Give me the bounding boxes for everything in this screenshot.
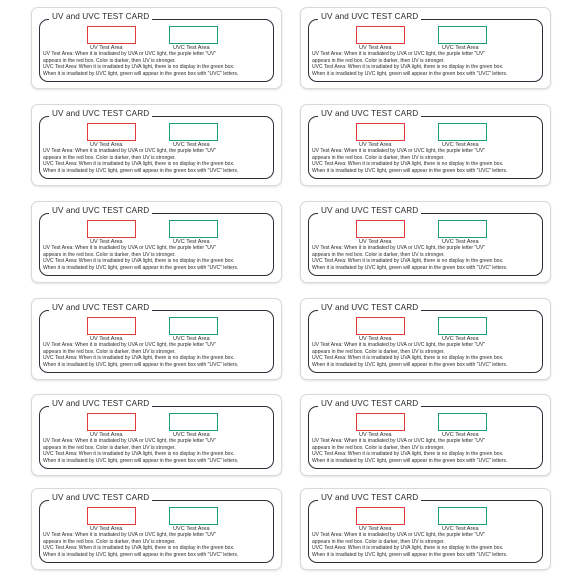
- card-title: UV and UVC TEST CARD: [318, 399, 421, 409]
- uv-test-area-box: [356, 220, 405, 238]
- description-line: UV Test Area: When it is irradiated by UVA or UVC light, the purple letter "UV": [43, 532, 217, 538]
- uvc-test-area-label: UVC Test Area: [173, 44, 210, 51]
- uvc-test-area-label: UVC Test Area: [442, 525, 479, 532]
- uv-test-area-label: UV Test Area: [359, 238, 392, 245]
- uv-test-area-box: [356, 507, 405, 525]
- description-line: UVC Test Area: When it is irradiated by UVA light, there is no display in the green box.: [43, 355, 235, 361]
- description-line: appears in the red box. Color is darker, then UV is stronger.: [312, 251, 445, 258]
- uv-test-area-label: UV Test Area: [90, 238, 123, 245]
- description-line: UVC Test Area: When it is irradiated by UVA light, there is no display in the green box.: [43, 451, 235, 457]
- description-line: UV Test Area: When it is irradiated by UVA or UVC light, the purple letter "UV": [43, 438, 217, 444]
- card-title: UV and UVC TEST CARD: [49, 109, 152, 119]
- uv-test-card: [300, 7, 551, 89]
- card-description: [43, 148, 275, 174]
- uv-test-card: [31, 298, 282, 380]
- uv-test-area-label: UV Test Area: [90, 431, 123, 438]
- description-line: appears in the red box. Color is darker, then UV is stronger.: [43, 251, 176, 258]
- uvc-test-area-label: UVC Test Area: [442, 335, 479, 342]
- uv-test-area-label: UV Test Area: [359, 525, 392, 532]
- card-title: UV and UVC TEST CARD: [318, 303, 421, 313]
- description-line: When it is irradiated by UVC light, green will appear in the green box with "UVC" letters.: [312, 264, 508, 271]
- card-title: UV and UVC TEST CARD: [49, 12, 152, 22]
- uv-test-area-label: UV Test Area: [359, 335, 392, 342]
- card-description: [312, 51, 544, 77]
- description-line: UVC Test Area: When it is irradiated by UVA light, there is no display in the green box.: [43, 161, 235, 167]
- description-line: appears in the red box. Color is darker, then UV is stronger.: [312, 57, 445, 64]
- uv-test-area-label: UV Test Area: [359, 431, 392, 438]
- uvc-test-area-box: [438, 413, 487, 431]
- uv-test-card: [300, 488, 551, 570]
- uvc-test-area-box: [438, 220, 487, 238]
- uv-test-card: [300, 394, 551, 476]
- uv-test-card: [300, 201, 551, 283]
- uv-test-card: [31, 394, 282, 476]
- description-line: UVC Test Area: When it is irradiated by UVA light, there is no display in the green box.: [43, 545, 235, 551]
- uv-test-area-label: UV Test Area: [90, 335, 123, 342]
- description-line: UV Test Area: When it is irradiated by UVA or UVC light, the purple letter "UV": [312, 245, 486, 251]
- card-description: [312, 342, 544, 368]
- description-line: UVC Test Area: When it is irradiated by UVA light, there is no display in the green box.: [312, 355, 504, 361]
- description-line: UVC Test Area: When it is irradiated by UVA light, there is no display in the green box.: [43, 64, 235, 70]
- uv-test-area-label: UV Test Area: [90, 44, 123, 51]
- description-line: UV Test Area: When it is irradiated by UVA or UVC light, the purple letter "UV": [312, 342, 486, 348]
- description-line: appears in the red box. Color is darker, then UV is stronger.: [43, 348, 176, 355]
- description-line: UVC Test Area: When it is irradiated by UVA light, there is no display in the green box.: [312, 64, 504, 70]
- uvc-test-area-box: [438, 507, 487, 525]
- description-line: appears in the red box. Color is darker, then UV is stronger.: [312, 444, 445, 451]
- uv-test-area-box: [87, 220, 136, 238]
- uvc-test-area-label: UVC Test Area: [442, 141, 479, 148]
- description-line: UVC Test Area: When it is irradiated by UVA light, there is no display in the green box.: [43, 258, 235, 264]
- uvc-test-area-box: [438, 123, 487, 141]
- description-line: appears in the red box. Color is darker, then UV is stronger.: [312, 348, 445, 355]
- description-line: appears in the red box. Color is darker, then UV is stronger.: [43, 538, 176, 545]
- card-title: UV and UVC TEST CARD: [318, 12, 421, 22]
- uvc-test-area-box: [438, 317, 487, 335]
- uvc-test-area-label: UVC Test Area: [173, 525, 210, 532]
- uv-test-area-label: UV Test Area: [359, 44, 392, 51]
- description-line: UV Test Area: When it is irradiated by UVA or UVC light, the purple letter "UV": [43, 245, 217, 251]
- description-line: UVC Test Area: When it is irradiated by UVA light, there is no display in the green box.: [312, 545, 504, 551]
- description-line: UV Test Area: When it is irradiated by UVA or UVC light, the purple letter "UV": [43, 148, 217, 154]
- uvc-test-area-label: UVC Test Area: [173, 238, 210, 245]
- uvc-test-area-box: [169, 123, 218, 141]
- description-line: appears in the red box. Color is darker, then UV is stronger.: [43, 154, 176, 161]
- card-description: [43, 438, 275, 464]
- uv-test-area-box: [356, 317, 405, 335]
- description-line: When it is irradiated by UVC light, green will appear in the green box with "UVC" letters.: [312, 167, 508, 174]
- description-line: UV Test Area: When it is irradiated by UVA or UVC light, the purple letter "UV": [43, 51, 217, 57]
- uv-test-area-box: [87, 123, 136, 141]
- card-title: UV and UVC TEST CARD: [318, 109, 421, 119]
- uv-test-area-box: [87, 413, 136, 431]
- description-line: When it is irradiated by UVC light, green will appear in the green box with "UVC" letters.: [312, 70, 508, 77]
- uvc-test-area-label: UVC Test Area: [442, 238, 479, 245]
- uv-test-card: [31, 488, 282, 570]
- description-line: When it is irradiated by UVC light, green will appear in the green box with "UVC" letters.: [43, 457, 239, 464]
- description-line: UVC Test Area: When it is irradiated by UVA light, there is no display in the green box.: [312, 258, 504, 264]
- uvc-test-area-label: UVC Test Area: [442, 431, 479, 438]
- uv-test-card: [31, 201, 282, 283]
- uvc-test-area-label: UVC Test Area: [173, 335, 210, 342]
- description-line: UV Test Area: When it is irradiated by UVA or UVC light, the purple letter "UV": [312, 148, 486, 154]
- uv-test-area-box: [87, 26, 136, 44]
- description-line: When it is irradiated by UVC light, green will appear in the green box with "UVC" letters.: [43, 551, 239, 558]
- description-line: UVC Test Area: When it is irradiated by UVA light, there is no display in the green box.: [312, 161, 504, 167]
- description-line: When it is irradiated by UVC light, green will appear in the green box with "UVC" letters.: [43, 167, 239, 174]
- card-title: UV and UVC TEST CARD: [318, 493, 421, 503]
- description-line: UV Test Area: When it is irradiated by UVA or UVC light, the purple letter "UV": [312, 532, 486, 538]
- uvc-test-area-label: UVC Test Area: [173, 141, 210, 148]
- uvc-test-area-box: [169, 220, 218, 238]
- uvc-test-area-box: [169, 413, 218, 431]
- uv-test-area-box: [87, 507, 136, 525]
- uvc-test-area-box: [438, 26, 487, 44]
- uvc-test-area-label: UVC Test Area: [173, 431, 210, 438]
- uvc-test-area-box: [169, 317, 218, 335]
- card-title: UV and UVC TEST CARD: [49, 206, 152, 216]
- description-line: When it is irradiated by UVC light, green will appear in the green box with "UVC" letters.: [43, 361, 239, 368]
- uv-test-area-box: [356, 26, 405, 44]
- card-title: UV and UVC TEST CARD: [318, 206, 421, 216]
- uv-test-card: [31, 7, 282, 89]
- description-line: When it is irradiated by UVC light, green will appear in the green box with "UVC" letters.: [312, 551, 508, 558]
- card-description: [312, 438, 544, 464]
- description-line: UVC Test Area: When it is irradiated by UVA light, there is no display in the green box.: [312, 451, 504, 457]
- uv-test-card: [300, 104, 551, 186]
- description-line: UV Test Area: When it is irradiated by UVA or UVC light, the purple letter "UV": [312, 51, 486, 57]
- description-line: When it is irradiated by UVC light, green will appear in the green box with "UVC" letters.: [43, 264, 239, 271]
- card-description: [312, 245, 544, 271]
- uvc-test-area-box: [169, 26, 218, 44]
- description-line: When it is irradiated by UVC light, green will appear in the green box with "UVC" letters.: [43, 70, 239, 77]
- description-line: appears in the red box. Color is darker, then UV is stronger.: [43, 57, 176, 64]
- description-line: appears in the red box. Color is darker, then UV is stronger.: [43, 444, 176, 451]
- description-line: appears in the red box. Color is darker, then UV is stronger.: [312, 154, 445, 161]
- uv-test-card: [31, 104, 282, 186]
- uv-test-area-label: UV Test Area: [90, 141, 123, 148]
- uv-test-card: [300, 298, 551, 380]
- card-description: [43, 245, 275, 271]
- description-line: UV Test Area: When it is irradiated by UVA or UVC light, the purple letter "UV": [312, 438, 486, 444]
- description-line: appears in the red box. Color is darker, then UV is stronger.: [312, 538, 445, 545]
- card-description: [43, 51, 275, 77]
- uv-test-area-label: UV Test Area: [90, 525, 123, 532]
- card-description: [312, 148, 544, 174]
- uv-test-area-box: [356, 413, 405, 431]
- description-line: UV Test Area: When it is irradiated by UVA or UVC light, the purple letter "UV": [43, 342, 217, 348]
- uvc-test-area-label: UVC Test Area: [442, 44, 479, 51]
- card-description: [312, 532, 544, 558]
- card-description: [43, 532, 275, 558]
- card-description: [43, 342, 275, 368]
- description-line: When it is irradiated by UVC light, green will appear in the green box with "UVC" letters.: [312, 361, 508, 368]
- uv-test-area-box: [87, 317, 136, 335]
- uv-test-area-box: [356, 123, 405, 141]
- card-title: UV and UVC TEST CARD: [49, 303, 152, 313]
- description-line: When it is irradiated by UVC light, green will appear in the green box with "UVC" letters.: [312, 457, 508, 464]
- uv-test-area-label: UV Test Area: [359, 141, 392, 148]
- card-title: UV and UVC TEST CARD: [49, 493, 152, 503]
- card-title: UV and UVC TEST CARD: [49, 399, 152, 409]
- uvc-test-area-box: [169, 507, 218, 525]
